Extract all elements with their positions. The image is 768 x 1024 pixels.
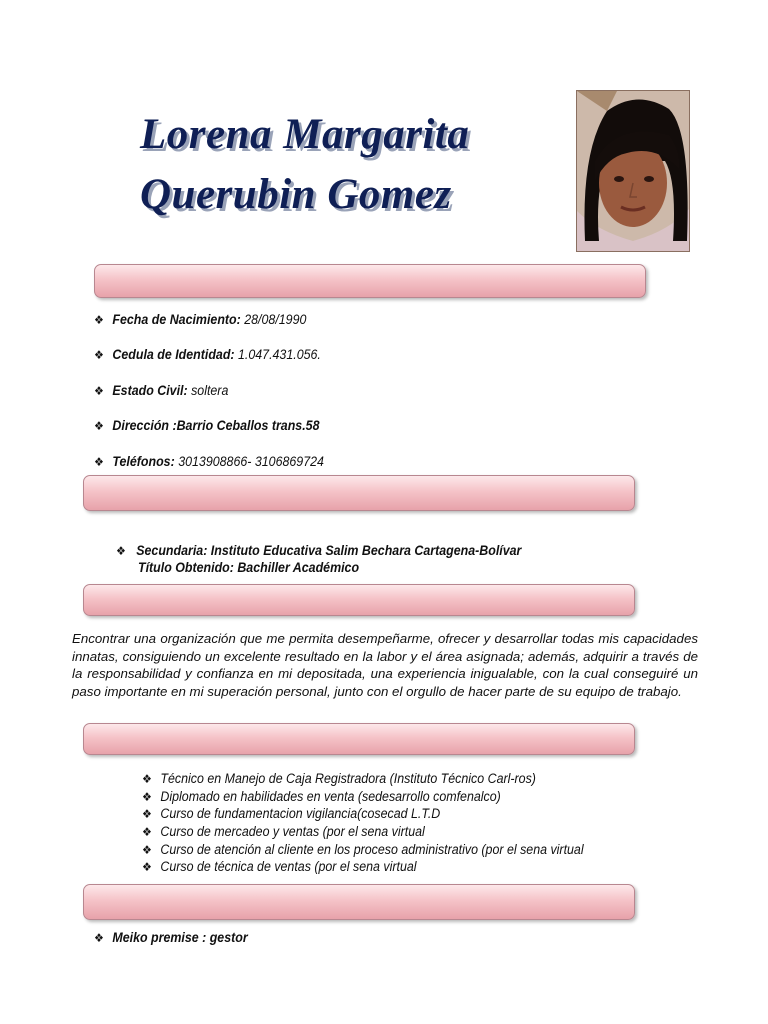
diamond-bullet-icon: ❖ [142, 843, 152, 857]
section-header-bar-experience [83, 884, 635, 920]
list-item-address: ❖ Dirección :Barrio Ceballos trans.58 [94, 418, 320, 433]
diamond-bullet-icon: ❖ [94, 419, 104, 433]
course-item: ❖ Diplomado en habilidades en venta (sedesarrollo comfenalco) [142, 789, 501, 804]
diamond-bullet-icon: ❖ [142, 860, 152, 874]
objective-paragraph: Encontrar una organización que me permita desempeñarme, ofrecer y desarrollar todas mis capacidades innatas, consiguiendo un excelente resultado en la labor y el área asignada; además, adquirir a través de la responsabilidad y confianza en mi depositada, una experiencia inigualable, con la cual conseguiré un paso importante en mi superación personal, junto con el orgullo de hacer parte de su equipo de trabajo. [72, 631, 698, 699]
section-header-bar-personal [94, 264, 646, 298]
section-header-bar-objective [83, 584, 635, 616]
diamond-bullet-icon: ❖ [94, 384, 104, 398]
course-item: ❖ Curso de técnica de ventas (por el sena virtual [142, 859, 417, 874]
diamond-bullet-icon: ❖ [142, 807, 152, 821]
course-item: ❖ Curso de mercadeo y ventas (por el sena virtual [142, 824, 425, 839]
diamond-bullet-icon: ❖ [94, 313, 104, 327]
profile-photo [576, 90, 690, 252]
diamond-bullet-icon: ❖ [94, 455, 104, 469]
name-first-line: Lorena Margarita [140, 111, 470, 158]
course-item: ❖ Curso de atención al cliente en los proceso administrativo (por el sena virtual [142, 842, 584, 857]
course-item: ❖ Técnico en Manejo de Caja Registradora (Instituto Técnico Carl-ros) [142, 771, 536, 786]
list-item-marital-status: ❖ Estado Civil: soltera [94, 383, 229, 398]
portrait-image [577, 91, 689, 251]
diamond-bullet-icon: ❖ [94, 348, 104, 362]
diamond-bullet-icon: ❖ [142, 790, 152, 804]
list-item-id-card: ❖ Cedula de Identidad: 1.047.431.056. [94, 347, 321, 362]
diamond-bullet-icon: ❖ [142, 772, 152, 786]
list-item-birthdate: ❖ Fecha de Nacimiento: 28/08/1990 [94, 312, 307, 327]
list-item-phones: ❖ Teléfonos: 3013908866- 3106869724 [94, 454, 324, 469]
diamond-bullet-icon: ❖ [94, 931, 104, 945]
section-header-bar-education [83, 475, 635, 511]
course-item: ❖ Curso de fundamentacion vigilancia(cosecad L.T.D [142, 806, 441, 821]
section-header-bar-courses [83, 723, 635, 755]
diamond-bullet-icon: ❖ [116, 544, 126, 558]
name-second-line: Querubin Gomez [140, 171, 452, 218]
diamond-bullet-icon: ❖ [142, 825, 152, 839]
education-line-degree: Título Obtenido: Bachiller Académico [138, 560, 360, 575]
list-item-experience: ❖ Meiko premise : gestor [94, 930, 248, 945]
education-line-school: ❖ Secundaria: Instituto Educativa Salim Bechara Cartagena-Bolívar [116, 543, 522, 558]
